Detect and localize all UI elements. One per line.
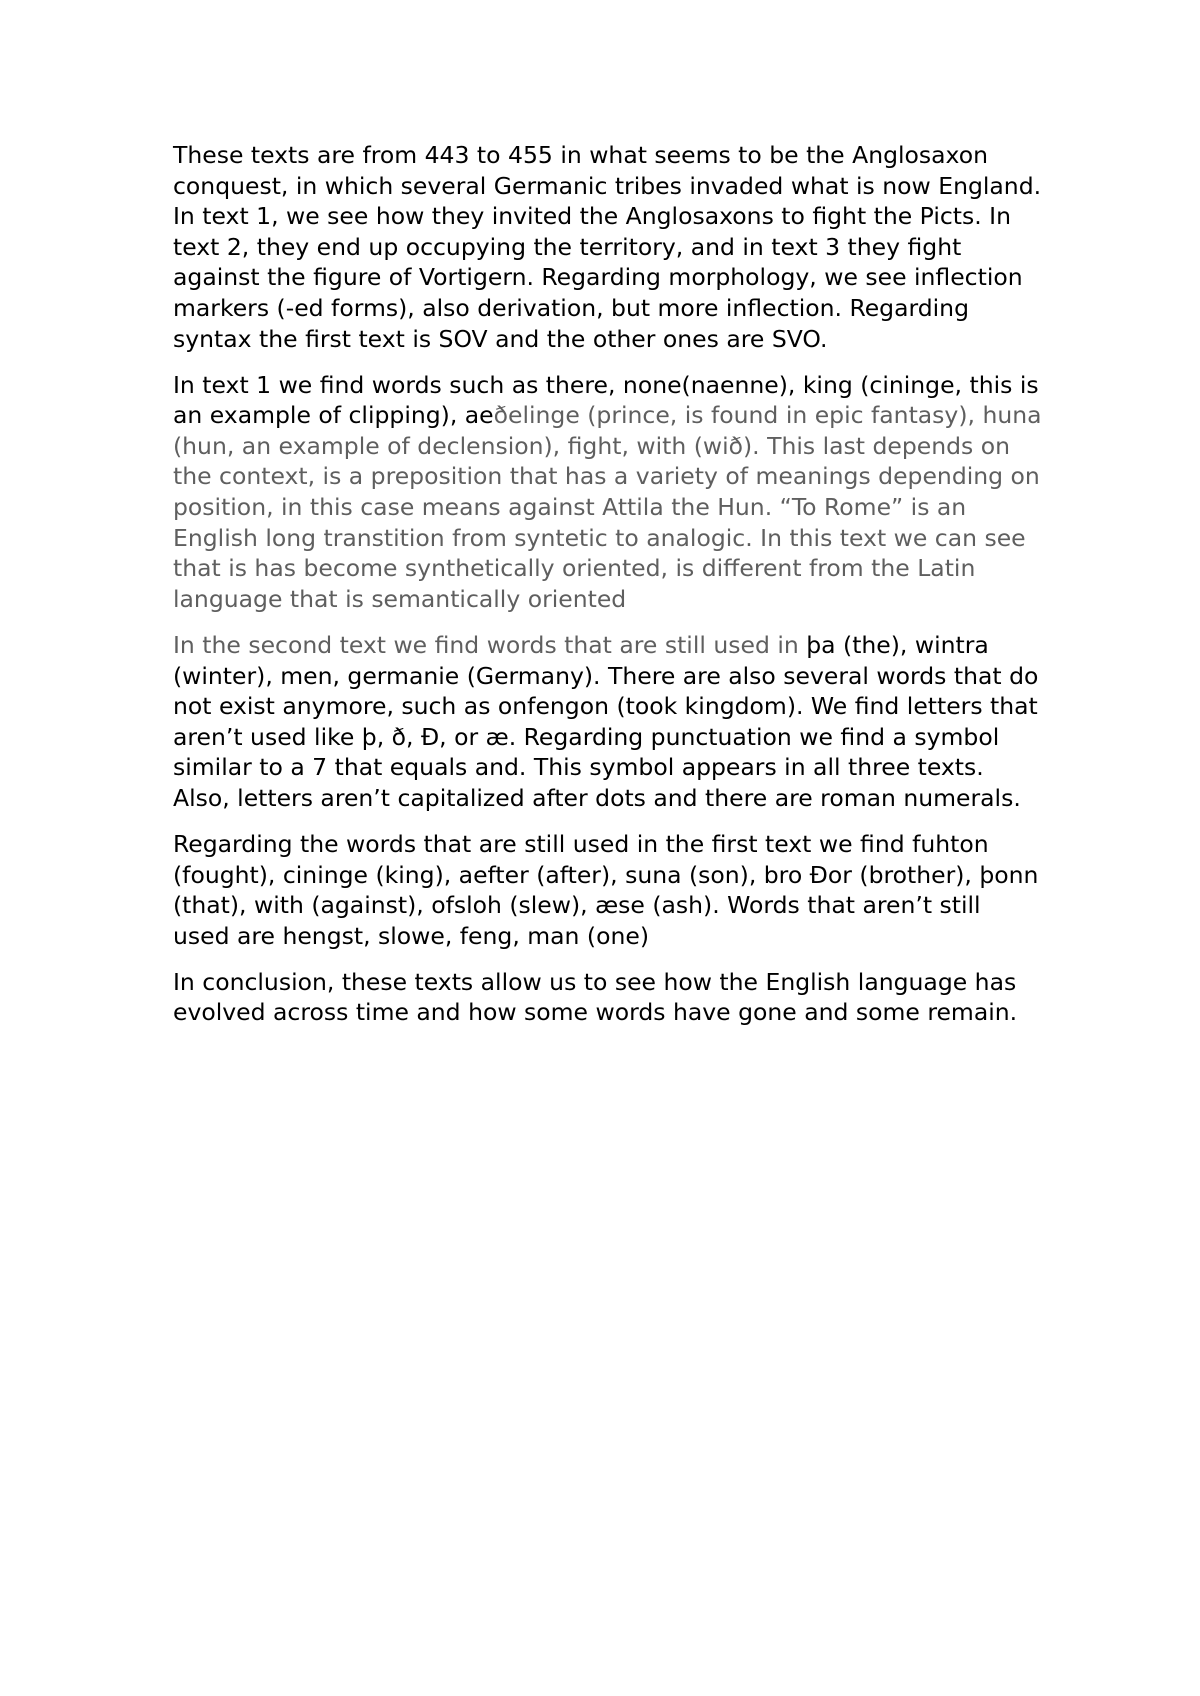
paragraph-2-text-grey: ðelinge (prince, is found in epic fantasy), huna (hun, an example of declension), fight, with (wið). This last depends on the context, is a preposition that has a variety of meanings depending on position, in this case means against Attila the Hun. “To Rome” is an English long transtition from syntetic to analogic. In this text we can see that is has become synthetically oriented, is different from the Latin language that is semantically oriented — [173, 401, 1042, 613]
paragraph-3-text-grey: In the second text we find words that are still used in — [173, 630, 807, 659]
paragraph-3-text-dark: þa (the), wintra (winter), men, germanie (Germany). There are also several words that do not exist anymore, such as onfengon (took kingdom). We find letters that aren’t used like þ, ð, Ð, or æ. Regarding punctuation we find a symbol similar to a 7 that equals and. This symbol appears in all three texts. Also, letters aren’t capitalized after dots and there are roman numerals. — [173, 630, 1039, 812]
paragraph-4 — [173, 829, 1043, 951]
paragraph-2-text-dark: In text 1 we find words such as there, none(naenne), king (cininge, this is an example of clipping), ae — [173, 370, 1039, 430]
document-body — [173, 140, 1043, 1044]
paragraph-1 — [173, 140, 1043, 354]
paragraph-5-text: In conclusion, these texts allow us to see how the English language has evolved across time and how some words have gone and some remain. — [173, 967, 1018, 1027]
paragraph-2 — [173, 370, 1043, 615]
paragraph-5 — [173, 967, 1043, 1028]
paragraph-1-text: These texts are from 443 to 455 in what seems to be the Anglosaxon conquest, in which several Germanic tribes invaded what is now England. In text 1, we see how they invited the Anglosaxons to fight the Picts. In text 2, they end up occupying the territory, and in text 3 they fight against the figure of Vortigern. Regarding morphology, we see inflection markers (-ed forms), also derivation, but more inflection. Regarding syntax the first text is SOV and the other ones are SVO. — [173, 141, 1042, 353]
paragraph-4-text: Regarding the words that are still used in the first text we find fuhton (fought), cininge (king), aefter (after), suna (son), bro Ðor (brother), þonn (that), with (against), ofsloh (slew), æse (ash). Words that aren’t still used are hengst, slowe, feng, man (one) — [173, 829, 1039, 950]
paragraph-3 — [173, 630, 1043, 814]
